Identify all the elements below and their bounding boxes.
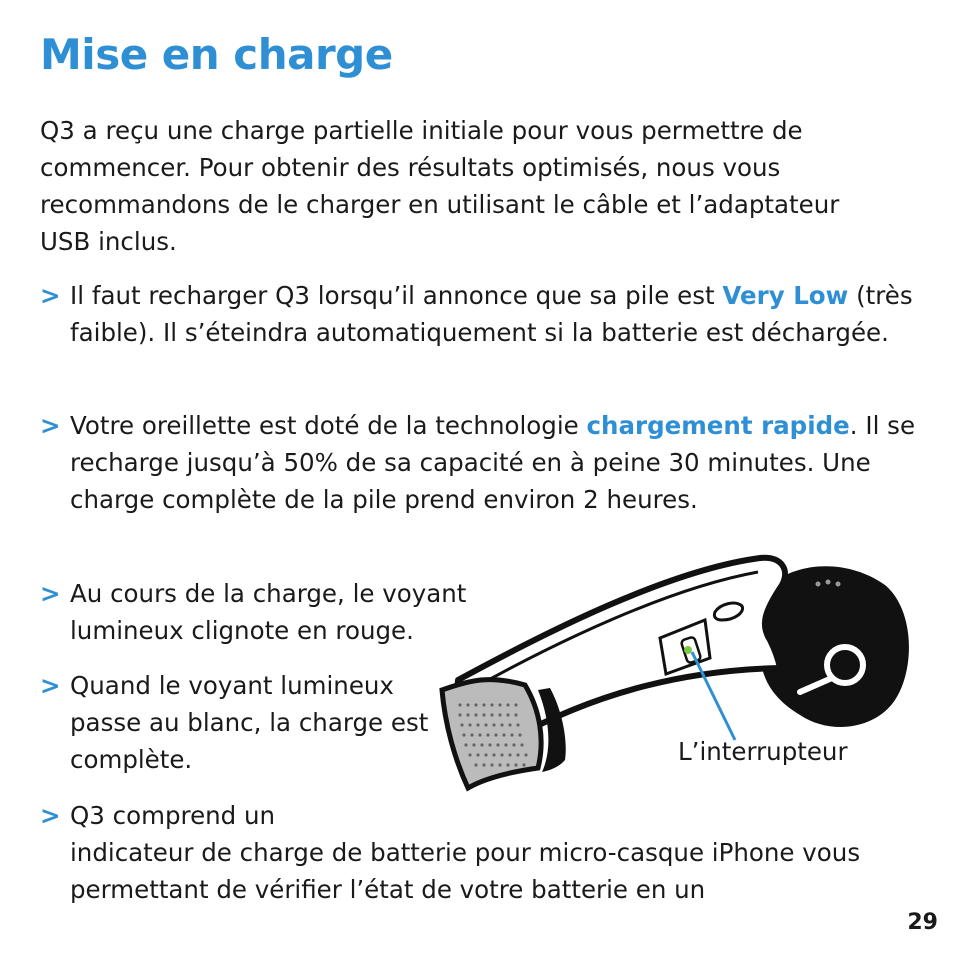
bullet-marker: > [40,281,61,310]
bullet-marker: > [40,579,61,608]
bullet-marker: > [40,671,61,700]
intro-paragraph: Q3 a reçu une charge partielle initiale pour vous permettre de commencer. Pour obtenir des résultats optimisés, nous vous recommandons de le charger en utilisant le câble et l’adaptateur USB inclus. [40,116,840,256]
earbud-dot [826,580,831,585]
bullet-text: Quand le voyant lumineux passe au blanc, la charge est complète. [70,671,429,774]
highlight-chargement-rapide: chargement rapide [586,411,850,440]
page-number: 29 [907,910,938,935]
bullet-marker: > [40,801,61,830]
bullet-text: Votre oreillette est doté de la technologie chargement rapide. Il se recharge jusqu’à 50% de sa capacité en à peine 30 minutes. Une charge complète de la pile prend environ 2 heures. [70,411,916,514]
earbud-dot [816,582,821,587]
highlight-very-low: Very Low [722,281,849,310]
earbud-shape [760,566,909,727]
bullet-text: Au cours de la charge, le voyant lumineux clignote en rouge. [70,579,467,645]
bullet-text: Q3 comprend un indicateur de charge de batterie pour micro-casque iPhone vous permettant de vérifier l’état de votre batterie en un [70,801,861,904]
bullet-item-fast-charge [40,407,920,518]
bullet-marker: > [40,411,61,440]
page-title: Mise en charge [40,30,393,79]
earbud-dot [836,582,841,587]
bullet-item-led-white [40,667,440,778]
bullet-item-very-low [40,277,920,351]
speaker-grille [442,680,541,788]
bullet-text: Il faut recharger Q3 lorsqu’il annonce que sa pile est Very Low (très faible). Il s’éteindra automatiquement si la batterie est déchargée. [70,281,913,347]
figure-caption: L’interrupteur [678,737,848,766]
bullet-item-battery-indicator [40,797,920,908]
